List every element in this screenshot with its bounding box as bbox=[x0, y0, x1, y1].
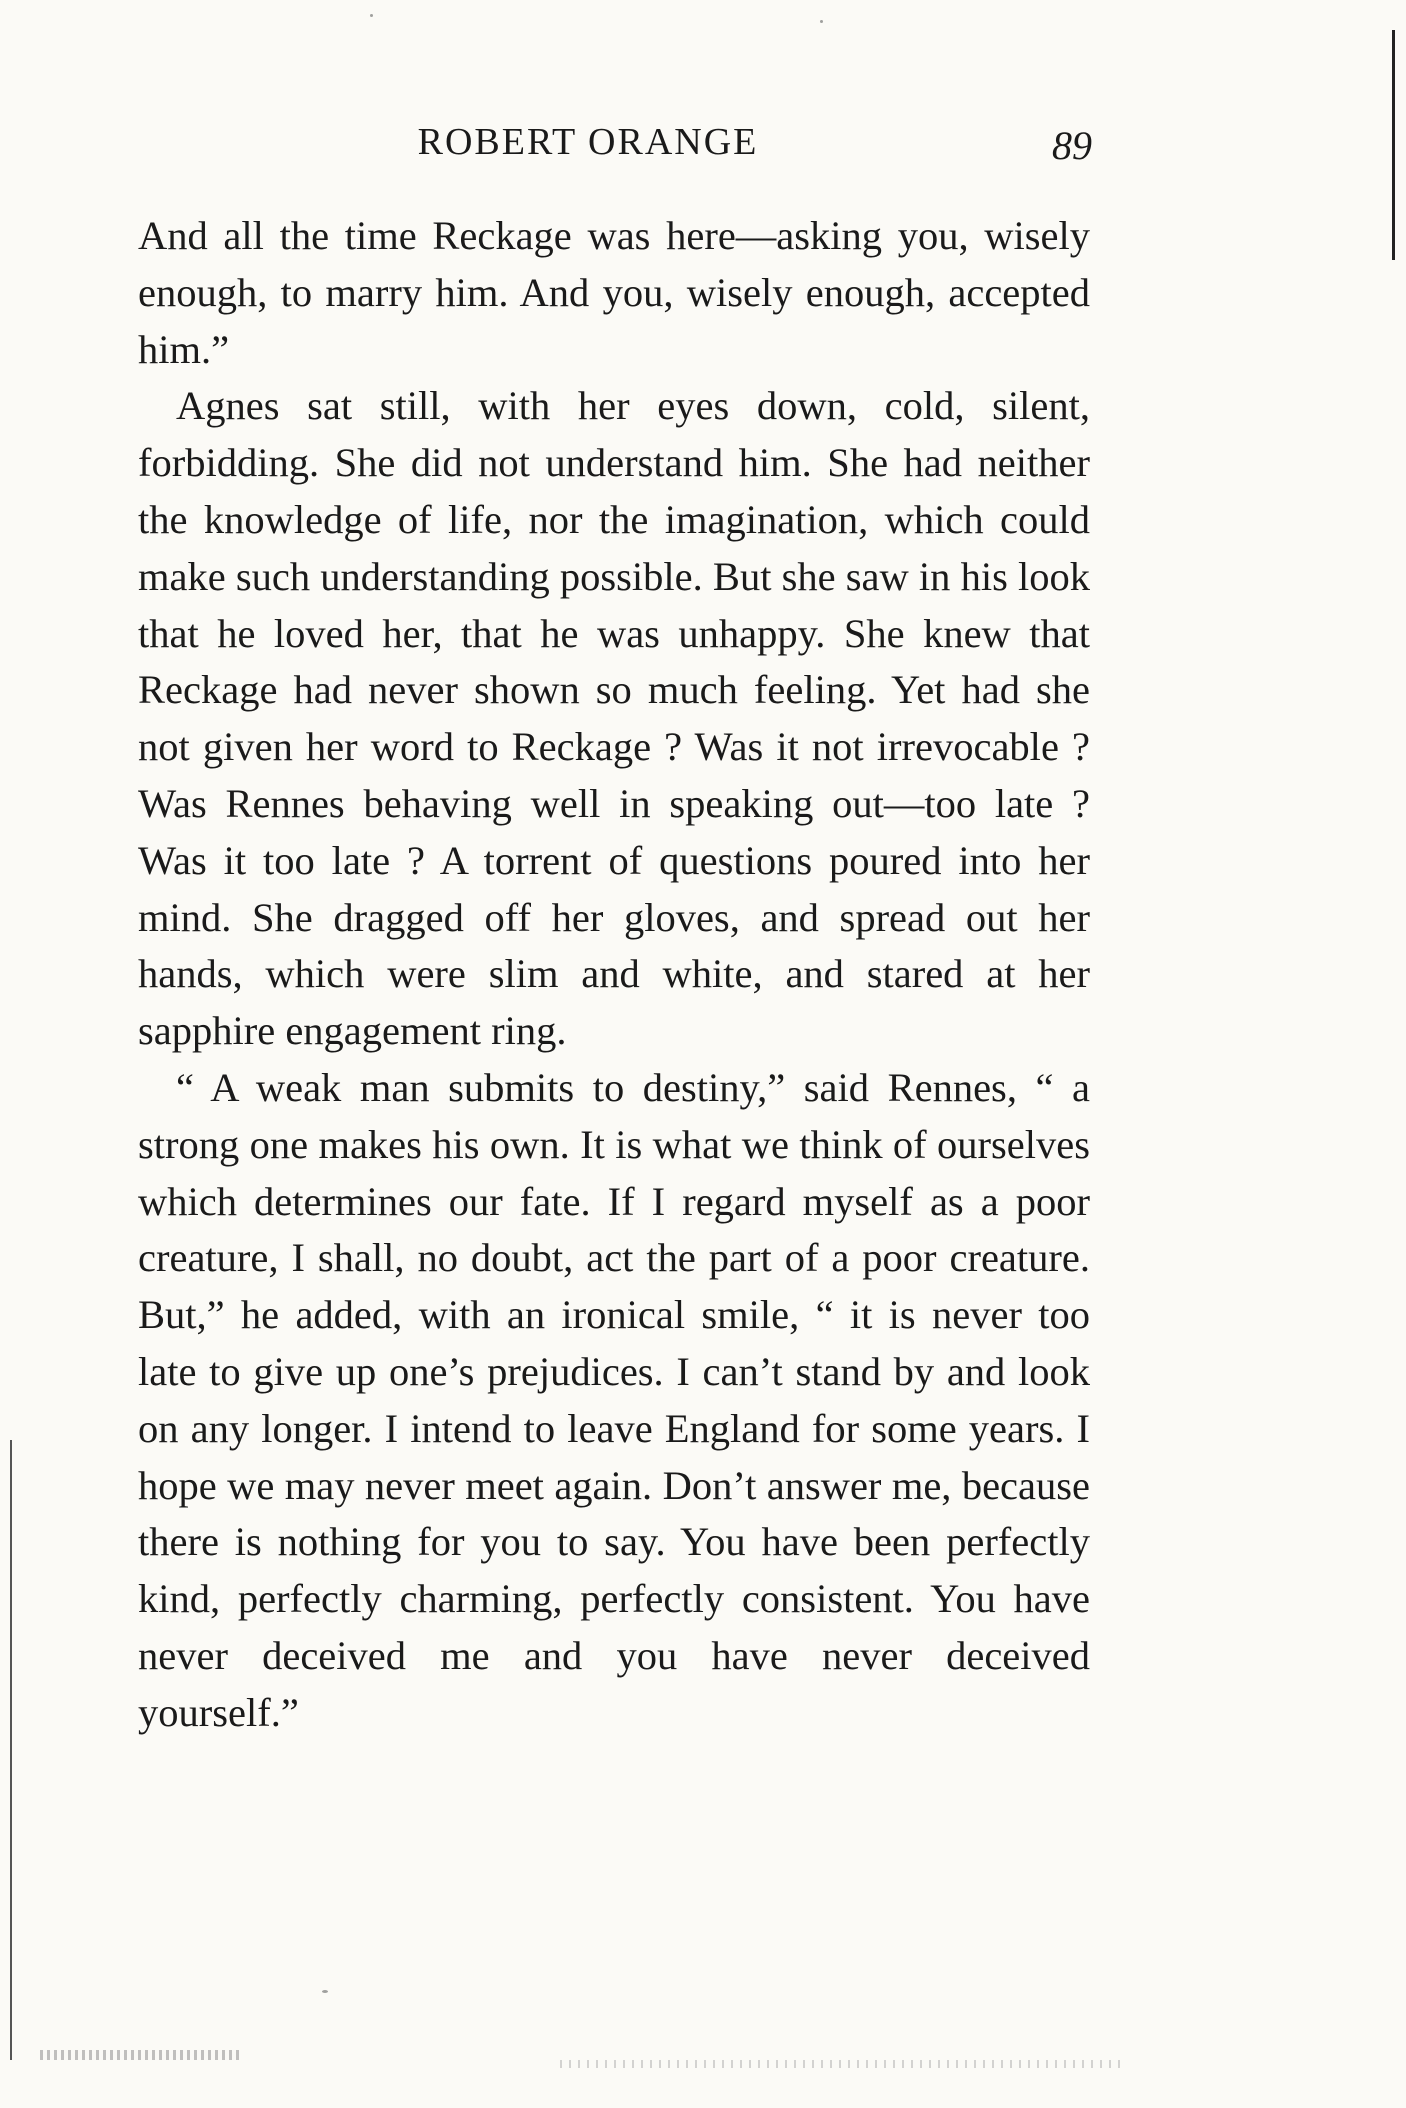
scan-speckle bbox=[820, 20, 823, 23]
running-title: ROBERT ORANGE bbox=[417, 121, 759, 163]
page-number: 89 bbox=[1052, 123, 1092, 168]
running-head bbox=[140, 112, 1092, 172]
scan-speckle bbox=[370, 14, 373, 17]
body-text bbox=[138, 208, 1090, 1742]
paragraph: “ A weak man submits to destiny,” said Rennes, “ a strong one makes his own. It is what we think of ourselves which determines our fate. If I regard myself as a poor creature, I shall, no doubt, act the part of a poor creature. But,” he added, with an ironical smile, “ it is never too late to give up one’s prejudices. I can’t stand by and look on any longer. I intend to leave England for some years. I hope we may never meet again. Don’t answer me, because there is nothing for you to say. You have been perfectly kind, perfectly charming, perfectly consistent. You have never deceived me and you have never deceived yourself.” bbox=[138, 1064, 1090, 1735]
scan-edge-line-left bbox=[10, 1440, 12, 2060]
scan-speckle bbox=[322, 1990, 328, 1993]
paragraph: Agnes sat still, with her eyes down, cold, silent, forbidding. She did not understand him. She had neither the knowledge of life, nor the imagination, which could make such understanding possible. But she saw in his look that he loved her, that he was unhappy. She knew that Reckage had never shown so much feeling. Yet had she not given her word to Reckage ? Was it not irrevocable ? Was Rennes behaving well in speaking out—too late ? Was it too late ? A torrent of questions poured into her mind. She dragged off her gloves, and spread out her hands, which were slim and white, and stared at her sapphire engagement ring. bbox=[138, 383, 1090, 1054]
scan-edge-line-right bbox=[1392, 30, 1395, 260]
scan-smudge bbox=[560, 2060, 1120, 2068]
paragraph: And all the time Reckage was here—asking you, wisely enough, to marry him. And you, wisely enough, accepted him.” bbox=[138, 213, 1090, 372]
scan-smudge bbox=[40, 2050, 240, 2060]
